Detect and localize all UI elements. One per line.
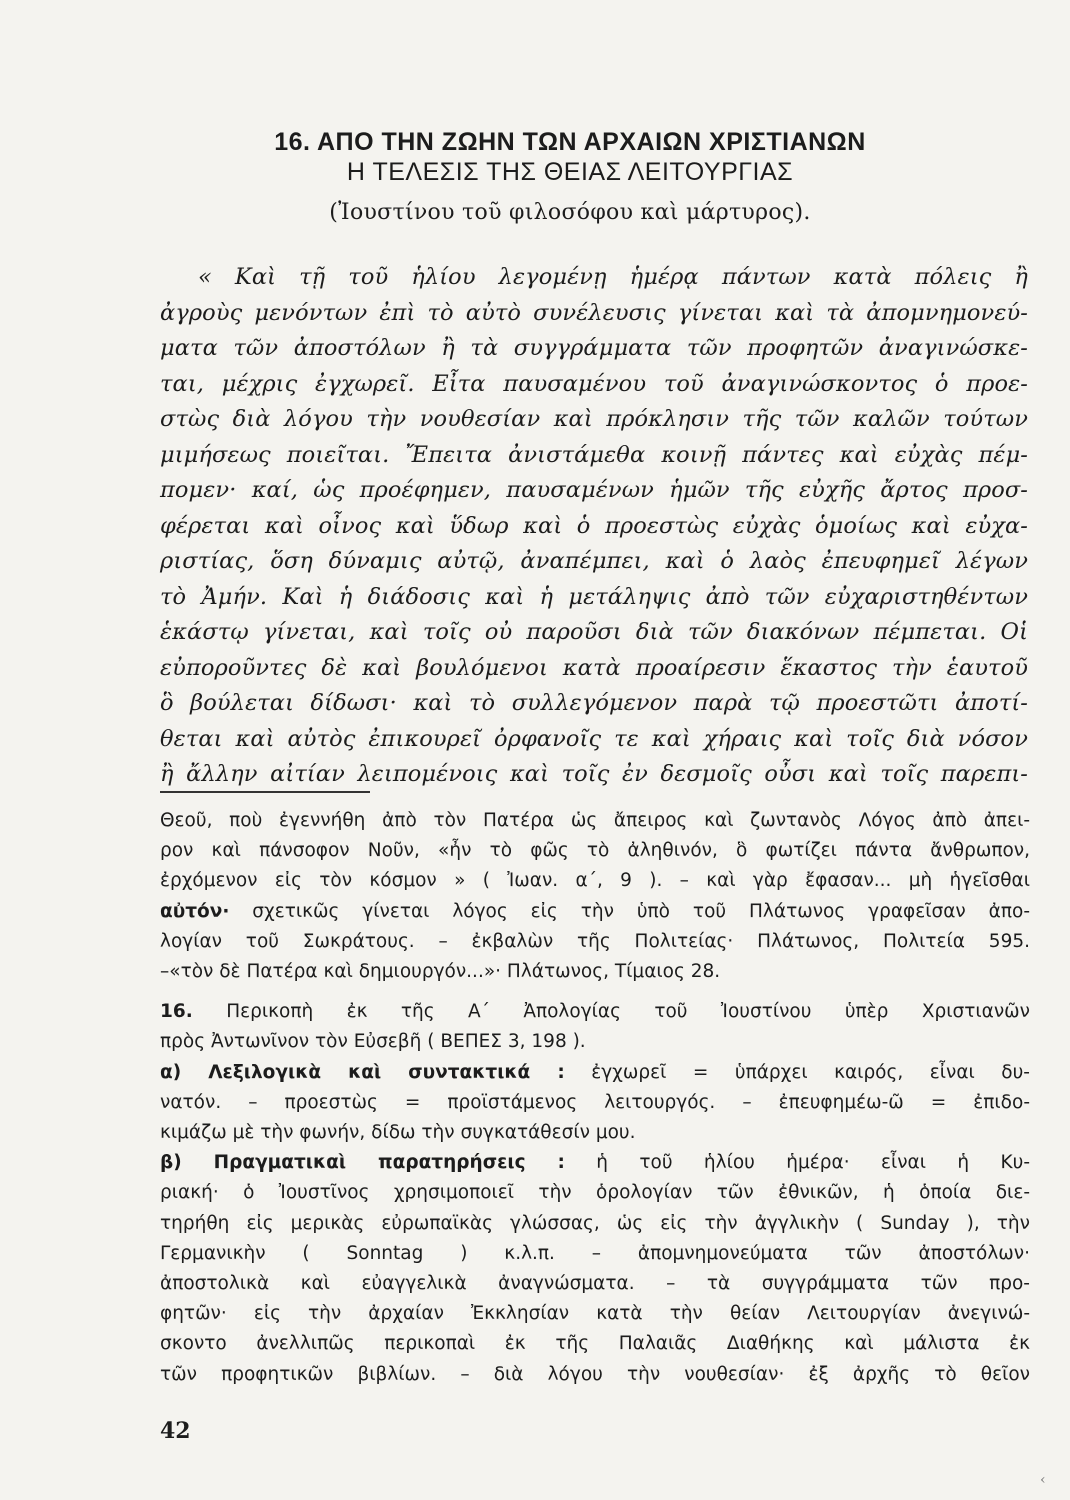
page-number: 42 [160, 1418, 191, 1444]
text-line: ἢ ἄλλην αἰτίαν λειπομένοις καὶ τοῖς ἐν δεσμοῖς οὖσι καὶ τοῖς παρεπι- [160, 761, 1028, 787]
footnote-line: ἐρχόμενον εἰς τὸν κόσμον » ( Ἰωαν. α΄, 9 ). – καὶ γὰρ ἔφασαν... μὴ ἡγεῖσθαι [160, 870, 1030, 892]
commentary-intro: πρὸς Ἀντωνῖνον τὸν Εὐσεβῆ ( ΒΕΠΕΣ 3, 198 ). [160, 1031, 586, 1053]
footnote-line: αὐτόν· σχετικῶς γίνεται λόγος εἰς τὴν ὑπὸ τοῦ Πλάτωνος γραφεῖσαν ἀπο- [160, 900, 1030, 922]
text-line: ἑκάστῳ γίνεται, καὶ τοῖς οὐ παροῦσι διὰ τῶν διακόνων πέμπεται. Οἱ [160, 619, 1028, 645]
text-line: ται, μέχρις ἐγχωρεῖ. Εἶτα παυσαμένου τοῦ ἀναγινώσκοντος ὁ προε- [160, 370, 1028, 397]
chapter-subtitle: Η ΤΕΛΕΣΙΣ ΤΗΣ ΘΕΙΑΣ ΛΕΙΤΟΥΡΓΙΑΣ [346, 158, 794, 186]
footnotes [160, 806, 1030, 1390]
lexical-notes: α) Λεξιλογικὰ καὶ συντακτικά : ἐγχωρεῖ = ὑπάρχει καιρός, εἶναι δυ- [160, 1061, 1030, 1083]
factual-notes: τῶν προφητικῶν βιβλίων. – διὰ λόγου τὴν νουθεσίαν· ἐξ ἀρχῆς τὸ θεῖον [160, 1363, 1030, 1385]
text-line: « Καὶ τῇ τοῦ ἡλίου λεγομένῃ ἡμέρᾳ πάντων κατὰ πόλεις ἢ [198, 264, 1028, 290]
lexical-notes: νατόν. – προεστὼς = προϊστάμενος λειτουργός. – ἐπευφημέω-ῶ = ἐπιδο- [160, 1091, 1030, 1113]
footnote-line: λογίαν τοῦ Σωκράτους. – ἐκβαλὼν τῆς Πολιτείας· Πλάτωνος, Πολιτεία 595. [160, 930, 1030, 952]
text-line: τὸ Ἀμήν. Καὶ ἡ διάδοσις καὶ ἡ μετάληψις ἀπὸ τῶν εὐχαριστηθέντων [160, 583, 1028, 610]
text-line: στὼς διὰ λόγου τὴν νουθεσίαν καὶ πρόκλησιν τῆς τῶν καλῶν τούτων [160, 406, 1028, 432]
footnote-line: ρον καὶ πάνσοφον Νοῦν, «ἦν τὸ φῶς τὸ ἀληθινόν, ὃ φωτίζει πάντα ἄνθρωπον, [160, 840, 1030, 862]
text-line: πομεν· καί, ὡς προέφημεν, παυσαμένων ἡμῶν τῆς εὐχῆς ἄρτος προσ- [160, 477, 1028, 503]
factual-notes: φητῶν· εἰς τὴν ἀρχαίαν Ἐκκλησίαν κατὰ τὴν θείαν Λειτουργίαν ἀνεγινώ- [160, 1303, 1030, 1325]
text-line: μιμήσεως ποιεῖται. Ἔπειτα ἀνιστάμεθα κοινῇ πάντες καὶ εὐχὰς πέμ- [160, 441, 1028, 468]
text-line: ριστίας, ὅση δύναμις αὐτῷ, ἀναπέμπει, καὶ ὁ λαὸς ἐπευφημεῖ λέγων [160, 548, 1028, 574]
footnote-line: –«τὸν δὲ Πατέρα καὶ δημιουργόν...»· Πλάτωνος, Τίμαιος 28. [160, 961, 721, 983]
factual-notes: ἀποστολικὰ καὶ εὐαγγελικὰ ἀναγνώσματα. – τὰ συγγράμματα τῶν προ- [160, 1273, 1030, 1295]
text-line: θεται καὶ αὐτὸς ἐπικουρεῖ ὀρφανοῖς τε καὶ χήραις καὶ τοῖς διὰ νόσον [160, 725, 1028, 752]
source-text [160, 260, 1028, 793]
text-line: εὐποροῦντες δὲ καὶ βουλόμενοι κατὰ προαίρεσιν ἕκαστος τὴν ἑαυτοῦ [160, 654, 1028, 681]
text-line: φέρεται καὶ οἶνος καὶ ὕδωρ καὶ ὁ προεστὼς εὐχὰς ὁμοίως καὶ εὐχα- [160, 512, 1028, 539]
factual-notes: Γερμανικὴν ( Sonntag ) κ.λ.π. – ἀπομνημονεύματα τῶν ἀποστόλων· [160, 1242, 1030, 1264]
factual-notes: ριακή· ὁ Ἰουστῖνος χρησιμοποιεῖ τὴν ὁρολογίαν τῶν ἐθνικῶν, ἡ ὁποία διε- [160, 1182, 1030, 1204]
footnote-line: Θεοῦ, ποὺ ἐγεννήθη ἀπὸ τὸν Πατέρα ὡς ἄπειρος καὶ ζωντανὸς Λόγος ἀπὸ ἀπει- [160, 810, 1030, 831]
footnote-divider [160, 791, 370, 793]
factual-notes: β) Πραγματικαὶ παρατηρήσεις : ἡ τοῦ ἡλίου ἡμέρα· εἶναι ἡ Κυ- [160, 1152, 1030, 1174]
commentary-intro: 16. Περικοπὴ ἐκ τῆς Α΄ Ἀπολογίας τοῦ Ἰουστίνου ὑπὲρ Χριστιανῶν [160, 1001, 1030, 1023]
text-line: ἀγροὺς μενόντων ἐπὶ τὸ αὐτὸ συνέλευσις γίνεται καὶ τὰ ἀπομνημονεύ- [160, 299, 1028, 326]
author-attribution: (Ἰουστίνου τοῦ φιλοσόφου καὶ μάρτυρος). [329, 200, 811, 225]
factual-notes: σκοντο ἀνελλιπῶς περικοπαὶ ἐκ τῆς Παλαιᾶς Διαθήκης καὶ μάλιστα ἐκ [160, 1333, 1030, 1355]
chapter-title: 16. ΑΠΟ ΤΗΝ ΖΩΗΝ ΤΩΝ ΑΡΧΑΙΩΝ ΧΡΙΣΤΙΑΝΩΝ [274, 128, 866, 156]
factual-notes: τηρήθη εἰς μερικὰς εὐρωπαϊκὰς γλώσσας, ὡς εἰς τὴν ἀγγλικὴν ( Sunday ), τὴν [160, 1212, 1030, 1234]
lexical-notes: κιμάζω μὲ τὴν φωνήν, δίδω τὴν συγκατάθεσίν μου. [160, 1122, 636, 1144]
text-line: ματα τῶν ἀποστόλων ἢ τὰ συγγράμματα τῶν προφητῶν ἀναγινώσκε- [160, 335, 1028, 361]
text-line: ὃ βούλεται δίδωσι· καὶ τὸ συλλεγόμενον παρὰ τῷ προεστῶτι ἀποτί- [160, 690, 1028, 716]
paper-speck: ‹ [1040, 1472, 1046, 1488]
